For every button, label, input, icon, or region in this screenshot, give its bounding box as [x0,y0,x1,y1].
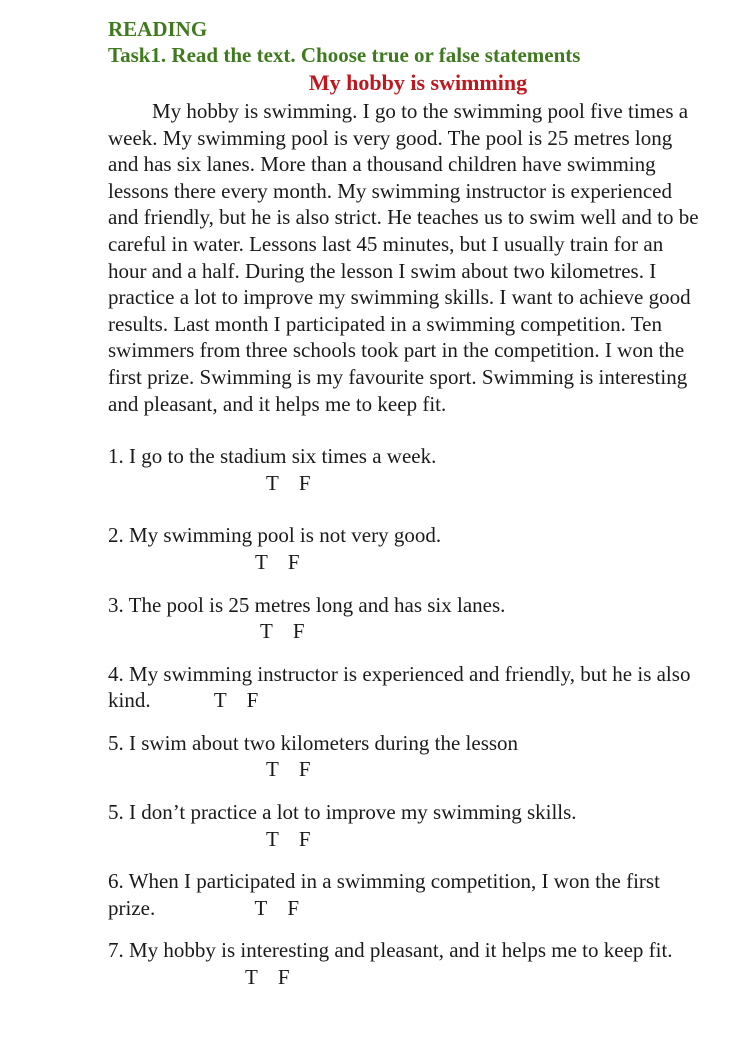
question-5 [108,730,708,783]
false-option[interactable]: F [298,826,311,851]
true-option[interactable]: T [266,826,279,851]
false-option[interactable]: F [277,965,290,990]
true-option[interactable]: T [255,549,268,574]
question-7 [108,937,708,990]
question-text: 3. The pool is 25 metres long and has six lanes. [108,592,506,617]
reading-passage: My hobby is swimming. I go to the swimming pool five times a week. My swimming pool is very good. The pool is 25 metres long and has six lanes. More than a thousand children have swimming lessons there every month. My swimming instructor is experienced and friendly, but he is also strict. He teaches us to swim well and to be careful in water. Lessons last 45 minutes, but I usually train for an hour and a half. During the lesson I swim about two kilometres. I practice a lot to improve my swimming skills. I want to achieve good results. Last month I participated in a swimming competition. Ten swimmers from three schools took part in the competition. I won the first prize. Swimming is my favourite sport. Swimming is interesting and pleasant, and it helps me to keep fit. [108,99,699,416]
worksheet [108,16,708,991]
true-option[interactable]: T [260,619,273,644]
question-4 [108,661,708,714]
true-option[interactable]: T [254,895,268,920]
false-option[interactable]: F [292,619,305,644]
question-text: 4. My swimming instructor is experienced and friendly, but he is also kind. [108,661,691,713]
question-text: 7. My hobby is interesting and pleasant, and it helps me to keep fit. [108,938,673,963]
false-option[interactable]: F [246,688,259,713]
true-false-options [266,756,311,783]
passage-title: My hobby is swimming [308,70,528,95]
question-6 [108,868,708,921]
true-option[interactable]: T [266,757,279,782]
true-option[interactable]: T [266,470,279,495]
question-text: 2. My swimming pool is not very good. [108,523,442,548]
question-5b [108,799,708,852]
task-instructions: Task1. Read the text. Choose true or false statements [108,43,581,67]
false-option[interactable]: F [298,757,311,782]
false-option[interactable]: F [298,470,311,495]
true-false-options [245,964,290,991]
question-text: 6. When I participated in a swimming competition, I won the first prize. [108,869,660,920]
true-false-options [266,470,311,497]
question-2 [108,522,708,575]
question-list [108,443,708,991]
true-false-options [255,549,300,576]
true-false-options [254,895,299,922]
true-false-options [266,826,311,853]
true-false-options [214,687,259,714]
question-3 [108,592,708,645]
question-1 [108,443,708,496]
true-option[interactable]: T [213,688,227,713]
section-heading: READING [108,17,208,41]
question-text: 1. I go to the stadium six times a week. [108,444,437,469]
true-false-options [260,618,305,645]
question-text: 5. I don’t practice a lot to improve my swimming skills. [108,800,577,825]
false-option[interactable]: F [287,895,299,920]
false-option[interactable]: F [287,549,300,574]
true-option[interactable]: T [245,965,258,990]
question-text: 5. I swim about two kilometers during the lesson [108,730,519,755]
